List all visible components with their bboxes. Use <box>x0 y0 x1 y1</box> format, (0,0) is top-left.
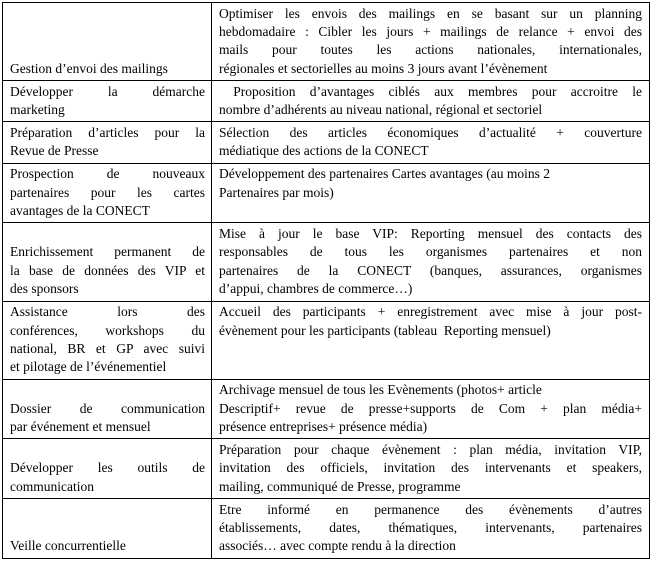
text-line: communication <box>10 478 94 494</box>
text-line: national, BR et GP avec suivi <box>10 340 205 356</box>
activity-cell <box>3 379 212 439</box>
activity-cell <box>3 163 212 223</box>
text-line: responsables de tous les organismes partenaires et non <box>219 244 642 260</box>
activity-cell <box>3 3 212 81</box>
text-line: Préparation d’articles pour la <box>10 124 205 140</box>
text-line: avantages de la CONECT <box>10 203 150 219</box>
activity-cell <box>3 122 212 163</box>
text-line: partenaires pour les cartes <box>10 184 205 200</box>
text-line: régionales et sectorielles au moins 3 jours avant l’évènement <box>219 60 548 76</box>
text-line: Dossier de communication <box>10 400 205 416</box>
text-line: Mise à jour le base VIP: Reporting mensuel des contacts des <box>219 225 642 241</box>
text-line: Descriptif+ revue de presse+supports de Com + plan média+ <box>219 400 642 416</box>
text-line: par événement et mensuel <box>10 419 151 435</box>
text-line: d’appui, chambres de commerce…) <box>219 281 413 297</box>
activity-cell <box>3 301 212 379</box>
text-line: partenaires de la CONECT (banques, assurances, organismes <box>219 262 642 278</box>
description-cell <box>212 3 650 81</box>
text-line: Préparation pour chaque évènement : plan média, invitation VIP, <box>219 441 642 457</box>
text-line: Gestion d’envoi des mailings <box>10 60 168 76</box>
text-line: des sponsors <box>10 281 79 297</box>
text-line: Développer les outils de <box>10 460 205 476</box>
text-line: et pilotage de l’événementiel <box>10 359 167 375</box>
text-line: la base de données des VIP et <box>10 262 205 278</box>
text-line: Enrichissement permanent de <box>10 244 205 260</box>
text-line: invitation des officiels, invitation des intervenants et speakers, <box>219 460 642 476</box>
table-body <box>3 3 650 559</box>
text-line: Assistance lors des <box>10 304 205 320</box>
table-row <box>3 223 650 301</box>
text-line: Archivage mensuel de tous les Evènements (photos+ article <box>219 382 542 398</box>
table-row <box>3 499 650 559</box>
text-line: mailing, communiqué de Presse, programme <box>219 478 461 494</box>
text-line: associés… avec compte rendu à la direction <box>219 538 456 554</box>
description-cell <box>212 379 650 439</box>
text-line: établissements, dates, thématiques, intervenants, partenaires <box>219 520 642 536</box>
text-line: Revue de Presse <box>10 143 99 159</box>
text-line: Développement des partenaires Cartes avantages (au moins 2 <box>219 166 551 182</box>
text-line: mails pour toutes les actions nationales, internationales, <box>219 42 642 58</box>
description-cell <box>212 439 650 499</box>
table-row <box>3 379 650 439</box>
text-line: présence entreprises+ présence média) <box>219 419 428 435</box>
text-line: Prospection de nouveaux <box>10 166 205 182</box>
activity-cell <box>3 81 212 122</box>
table-row <box>3 439 650 499</box>
activities-table <box>2 2 650 559</box>
text-line: Partenaires par mois) <box>219 184 334 200</box>
text-line: Veille concurrentielle <box>10 538 126 554</box>
description-cell <box>212 122 650 163</box>
text-line: hebdomadaire : Cibler les jours + mailings de relance + envoi des <box>219 23 642 39</box>
text-line: Etre informé en permanence des évènements d’autres <box>219 501 642 517</box>
table-row <box>3 122 650 163</box>
table-row <box>3 163 650 223</box>
text-line: Optimiser les envois des mailings en se basant sur un planning <box>219 5 642 21</box>
description-cell <box>212 499 650 559</box>
description-cell <box>212 301 650 379</box>
text-line: Proposition d’avantages ciblés aux membres pour accroitre le <box>219 83 642 99</box>
text-line: Sélection des articles économiques d’actualité + couverture <box>219 124 642 140</box>
description-cell <box>212 223 650 301</box>
table-row <box>3 81 650 122</box>
text-line: Développer la démarche <box>10 83 205 99</box>
table-row <box>3 3 650 81</box>
text-line: nombre d’adhérents au niveau national, régional et sectoriel <box>219 102 543 118</box>
table-row <box>3 301 650 379</box>
text-line: évènement pour les participants (tableau Reporting mensuel) <box>219 322 551 338</box>
text-line: médiatique des actions de la CONECT <box>219 143 429 159</box>
text-line: Accueil des participants + enregistrement avec mise à jour post- <box>219 304 642 320</box>
text-line: marketing <box>10 102 65 118</box>
activity-cell <box>3 439 212 499</box>
description-cell <box>212 81 650 122</box>
activity-cell <box>3 499 212 559</box>
description-cell <box>212 163 650 223</box>
activity-cell <box>3 223 212 301</box>
text-line: conférences, workshops du <box>10 322 205 338</box>
